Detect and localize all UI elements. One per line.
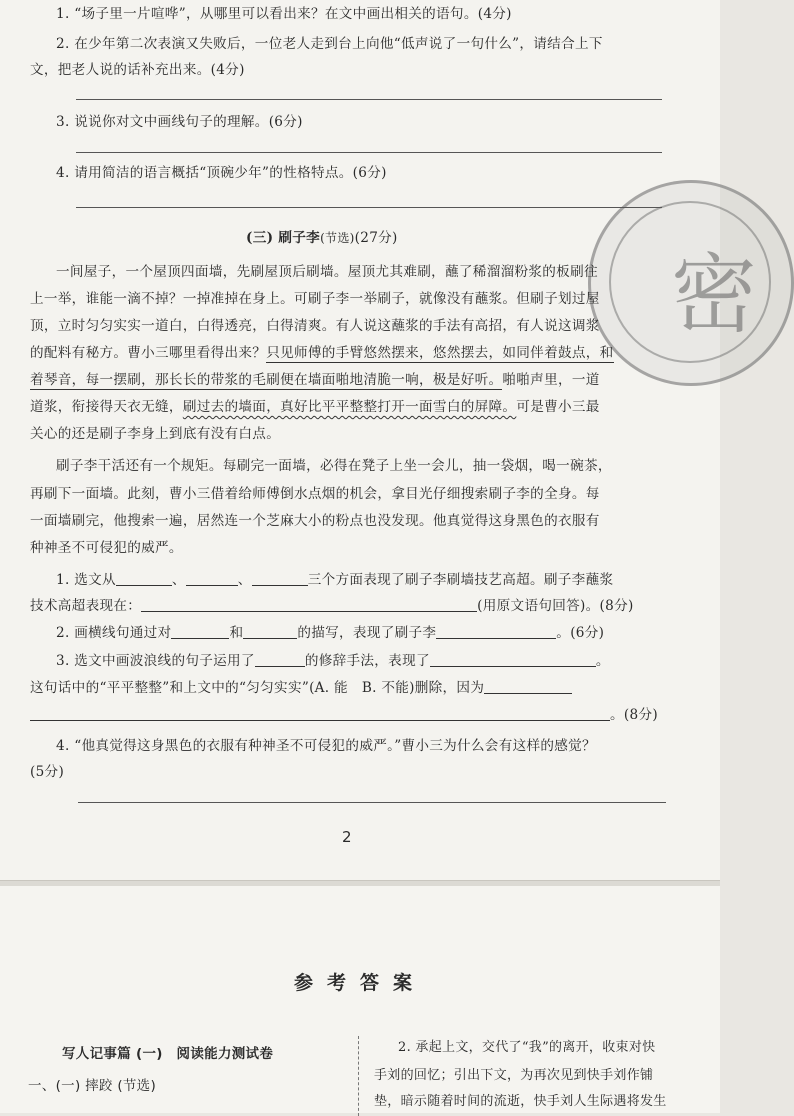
question-3-line-2: 这句话中的“平平整整”和上文中的“匀匀实实”(A. 能 B. 不能)删除，因为: [30, 678, 572, 698]
passage-line: 再刷下一面墙。此刻，曹小三借着给师傅倒水点烟的机会，拿目光仔细搜索刷子李的全身。每: [30, 486, 600, 502]
question-3-line-1: 3. 选文中画波浪线的句子运用了 的修辞手法，表现了 。: [56, 653, 610, 669]
prev-question-3: 3. 说说你对文中画线句子的理解。(6分): [56, 114, 303, 130]
fill-blank[interactable]: [484, 679, 572, 694]
question-1-line-2: 技术高超表现在： (用原文语句回答)。(8分): [30, 598, 634, 614]
prev-question-2-line-1: 2. 在少年第二次表演又失败后，一位老人走到台上向他“低声说了一句什么”，请结合上下: [56, 36, 603, 52]
fill-blank[interactable]: [116, 571, 172, 586]
passage-line: 的配料有秘方。曹小三哪里看得出来？只见师傅的手臂悠然摆来，悠然摆去，如同伴着鼓点，和: [30, 345, 614, 361]
fill-blank[interactable]: [141, 597, 477, 612]
answer-line[interactable]: [78, 802, 666, 803]
passage-line: 刷子李干活还有一个规矩。每刷完一面墙，必得在凳子上坐一会儿，抽一袋烟，喝一碗茶，: [56, 458, 612, 474]
passage-line: 关心的还是刷子李身上到底有没有白点。: [30, 426, 281, 442]
question-3-line-3: 。(8分): [30, 705, 658, 725]
fill-blank[interactable]: [186, 571, 238, 586]
fill-blank[interactable]: [252, 571, 308, 586]
passage-line: 一面墙刷完，他搜索一遍，居然连一个芝麻大小的粉点也没发现。他真觉得这身黑色的衣服有: [30, 513, 600, 529]
question-4-line-2: (5分): [30, 764, 65, 780]
passage-line: 道浆，衔接得天衣无缝，刷过去的墙面，真好比平平整整打开一面雪白的屏障。可是曹小三最: [30, 399, 600, 415]
prev-question-2-line-2: 文，把老人说的话补充出来。(4分): [30, 62, 245, 78]
passage-line: 一间屋子，一个屋顶四面墙，先刷屋顶后刷墙。屋顶尤其难刷，蘸了稀溜溜粉浆的板刷往: [56, 264, 598, 280]
fill-blank[interactable]: [430, 652, 596, 667]
column-divider: [358, 1036, 359, 1116]
passage-line: 顶，立时匀匀实实一道白，白得透亮，白得清爽。有人说这蘸浆的手法有高招，有人说这调浆: [30, 318, 600, 334]
answer-key-page: [0, 886, 720, 1113]
answer-subheading: 一、(一) 摔跤 (节选): [28, 1078, 157, 1094]
fill-blank[interactable]: [243, 624, 297, 639]
fill-blank[interactable]: [30, 706, 610, 721]
underlined-sentence: 着琴音，每一摆刷，那长长的带浆的毛刷便在墙面啪地清脆一响，极是好听。: [30, 372, 503, 388]
wavy-underlined-sentence: 刷过去的墙面，真好比平平整整打开一面雪白的屏障。: [182, 399, 517, 415]
prev-question-4: 4. 请用简洁的语言概括“顶碗少年”的性格特点。(6分): [56, 165, 387, 181]
passage-line: 上一举，谁能一滴不掉？一掉准掉在身上。可刷子李一举刷子，就像没有蘸浆。但刷子划过屋: [30, 291, 600, 307]
fill-blank[interactable]: [255, 652, 305, 667]
answer-section-heading: 写人记事篇 (一) 阅读能力测试卷: [62, 1046, 274, 1062]
answer-key-title: 参考答案: [293, 972, 426, 994]
fill-blank[interactable]: [171, 624, 229, 639]
answer-text-line: 2. 承起上文，交代了“我”的离开，收束对快: [398, 1040, 656, 1055]
answer-line: [76, 99, 662, 100]
question-4-line-1: 4. “他真觉得这身黑色的衣服有种神圣不可侵犯的威严。”曹小三为什么会有这样的感觉？: [56, 738, 596, 754]
answer-text-line: 垫，暗示随着时间的流逝，快手刘人生际遇将发生: [374, 1094, 667, 1109]
question-1-line-1: 1. 选文从 、 、 三个方面表现了刷子李刷墙技艺高超。刷子李蘸浆: [56, 572, 614, 588]
passage-line: 着琴音，每一摆刷，那长长的带浆的毛刷便在墙面啪地清脆一响，极是好听。啪啪声里，一道: [30, 372, 600, 388]
passage-line: 种神圣不可侵犯的威严。: [30, 540, 183, 556]
underlined-sentence: 只见师傅的手臂悠然摆来，悠然摆去，如同伴着鼓点，和: [266, 345, 614, 361]
fill-blank[interactable]: [436, 624, 556, 639]
question-2: 2. 画横线句通过对 和 的描写，表现了刷子李 。(6分): [56, 625, 605, 641]
answer-line: [76, 207, 662, 208]
answer-text-line: 手刘的回忆；引出下文，为再次见到快手刘作铺: [374, 1068, 654, 1083]
page-number: 2: [342, 828, 352, 846]
seal-stamp: 密: [588, 180, 794, 386]
section-title: (三) 刷子李(节选)(27分): [246, 230, 398, 246]
answer-line: [76, 152, 662, 153]
prev-question-1: 1. “场子里一片喧哗”，从哪里可以看出来？在文中画出相关的语句。(4分): [56, 6, 512, 22]
